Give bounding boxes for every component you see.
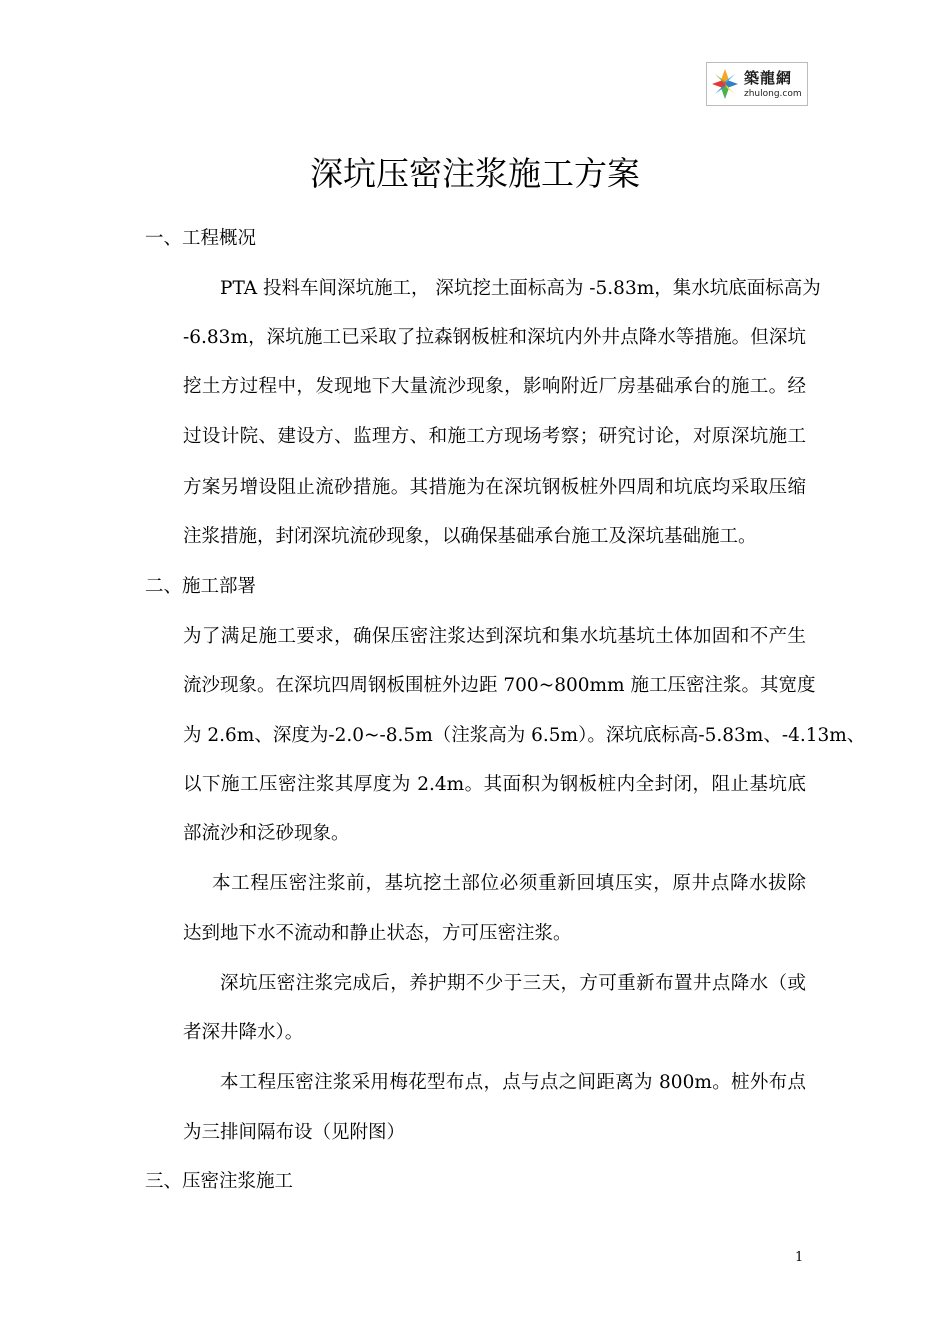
section-heading-overview: 一、工程概况 [145,228,257,249]
paragraph-line: PTA 投料车间深坑施工， 深坑挖土面标高为 -5.83m，集水坑底面标高为 [220,278,821,299]
paragraph-line: 本工程压密注浆前，基坑挖土部位必须重新回填压实，原井点降水拔除 [212,873,806,894]
paragraph-line: 本工程压密注浆采用梅花型布点，点与点之间距离为 800m。桩外布点 [220,1072,806,1093]
pinwheel-logo-icon [710,67,740,101]
zhulong-logo [706,62,808,106]
paragraph-line: 流沙现象。在深坑四周钢板围桩外边距 700~800mm 施工压密注浆。其宽度 [183,675,816,696]
logo-domain-text: zhulong.com [744,89,802,99]
paragraph-line: 达到地下水不流动和静止状态，方可压密注浆。 [183,923,572,944]
document-title: 深坑压密注浆施工方案 [310,154,640,193]
paragraph-line: 部流沙和泛砂现象。 [183,823,350,844]
paragraph-line: 过设计院、建设方、监理方、和施工方现场考察；研究讨论，对原深坑施工 [183,426,806,447]
paragraph-line: 为了满足施工要求，确保压密注浆达到深坑和集水坑基坑土体加固和不产生 [183,626,806,647]
section-heading-grouting: 三、压密注浆施工 [145,1171,294,1192]
section-heading-deployment: 二、施工部署 [145,576,257,597]
paragraph-line: 方案另增设阻止流砂措施。其措施为在深坑钢板桩外四周和坑底均采取压缩 [183,477,806,498]
paragraph-line: -6.83m，深坑施工已采取了拉森钢板桩和深坑内外井点降水等措施。但深坑 [183,327,806,348]
page-number: 1 [795,1250,804,1265]
paragraph-line: 注浆措施，封闭深坑流砂现象，以确保基础承台施工及深坑基础施工。 [183,526,757,547]
paragraph-line: 深坑压密注浆完成后，养护期不少于三天，方可重新布置井点降水（或 [220,973,806,994]
paragraph-line: 为三排间隔布设（见附图） [183,1122,406,1143]
logo-chinese-text: 築龍網 [744,69,793,87]
paragraph-line: 挖土方过程中，发现地下大量流沙现象，影响附近厂房基础承台的施工。经 [183,376,806,397]
paragraph-line: 为 2.6m、深度为-2.0~-8.5m（注浆高为 6.5m）。深坑底标高-5.83m、-4.13m、 [183,725,866,746]
paragraph-line: 以下施工压密注浆其厚度为 2.4m。其面积为钢板桩内全封闭，阻止基坑底 [183,774,806,795]
paragraph-line: 者深井降水）。 [183,1022,304,1043]
